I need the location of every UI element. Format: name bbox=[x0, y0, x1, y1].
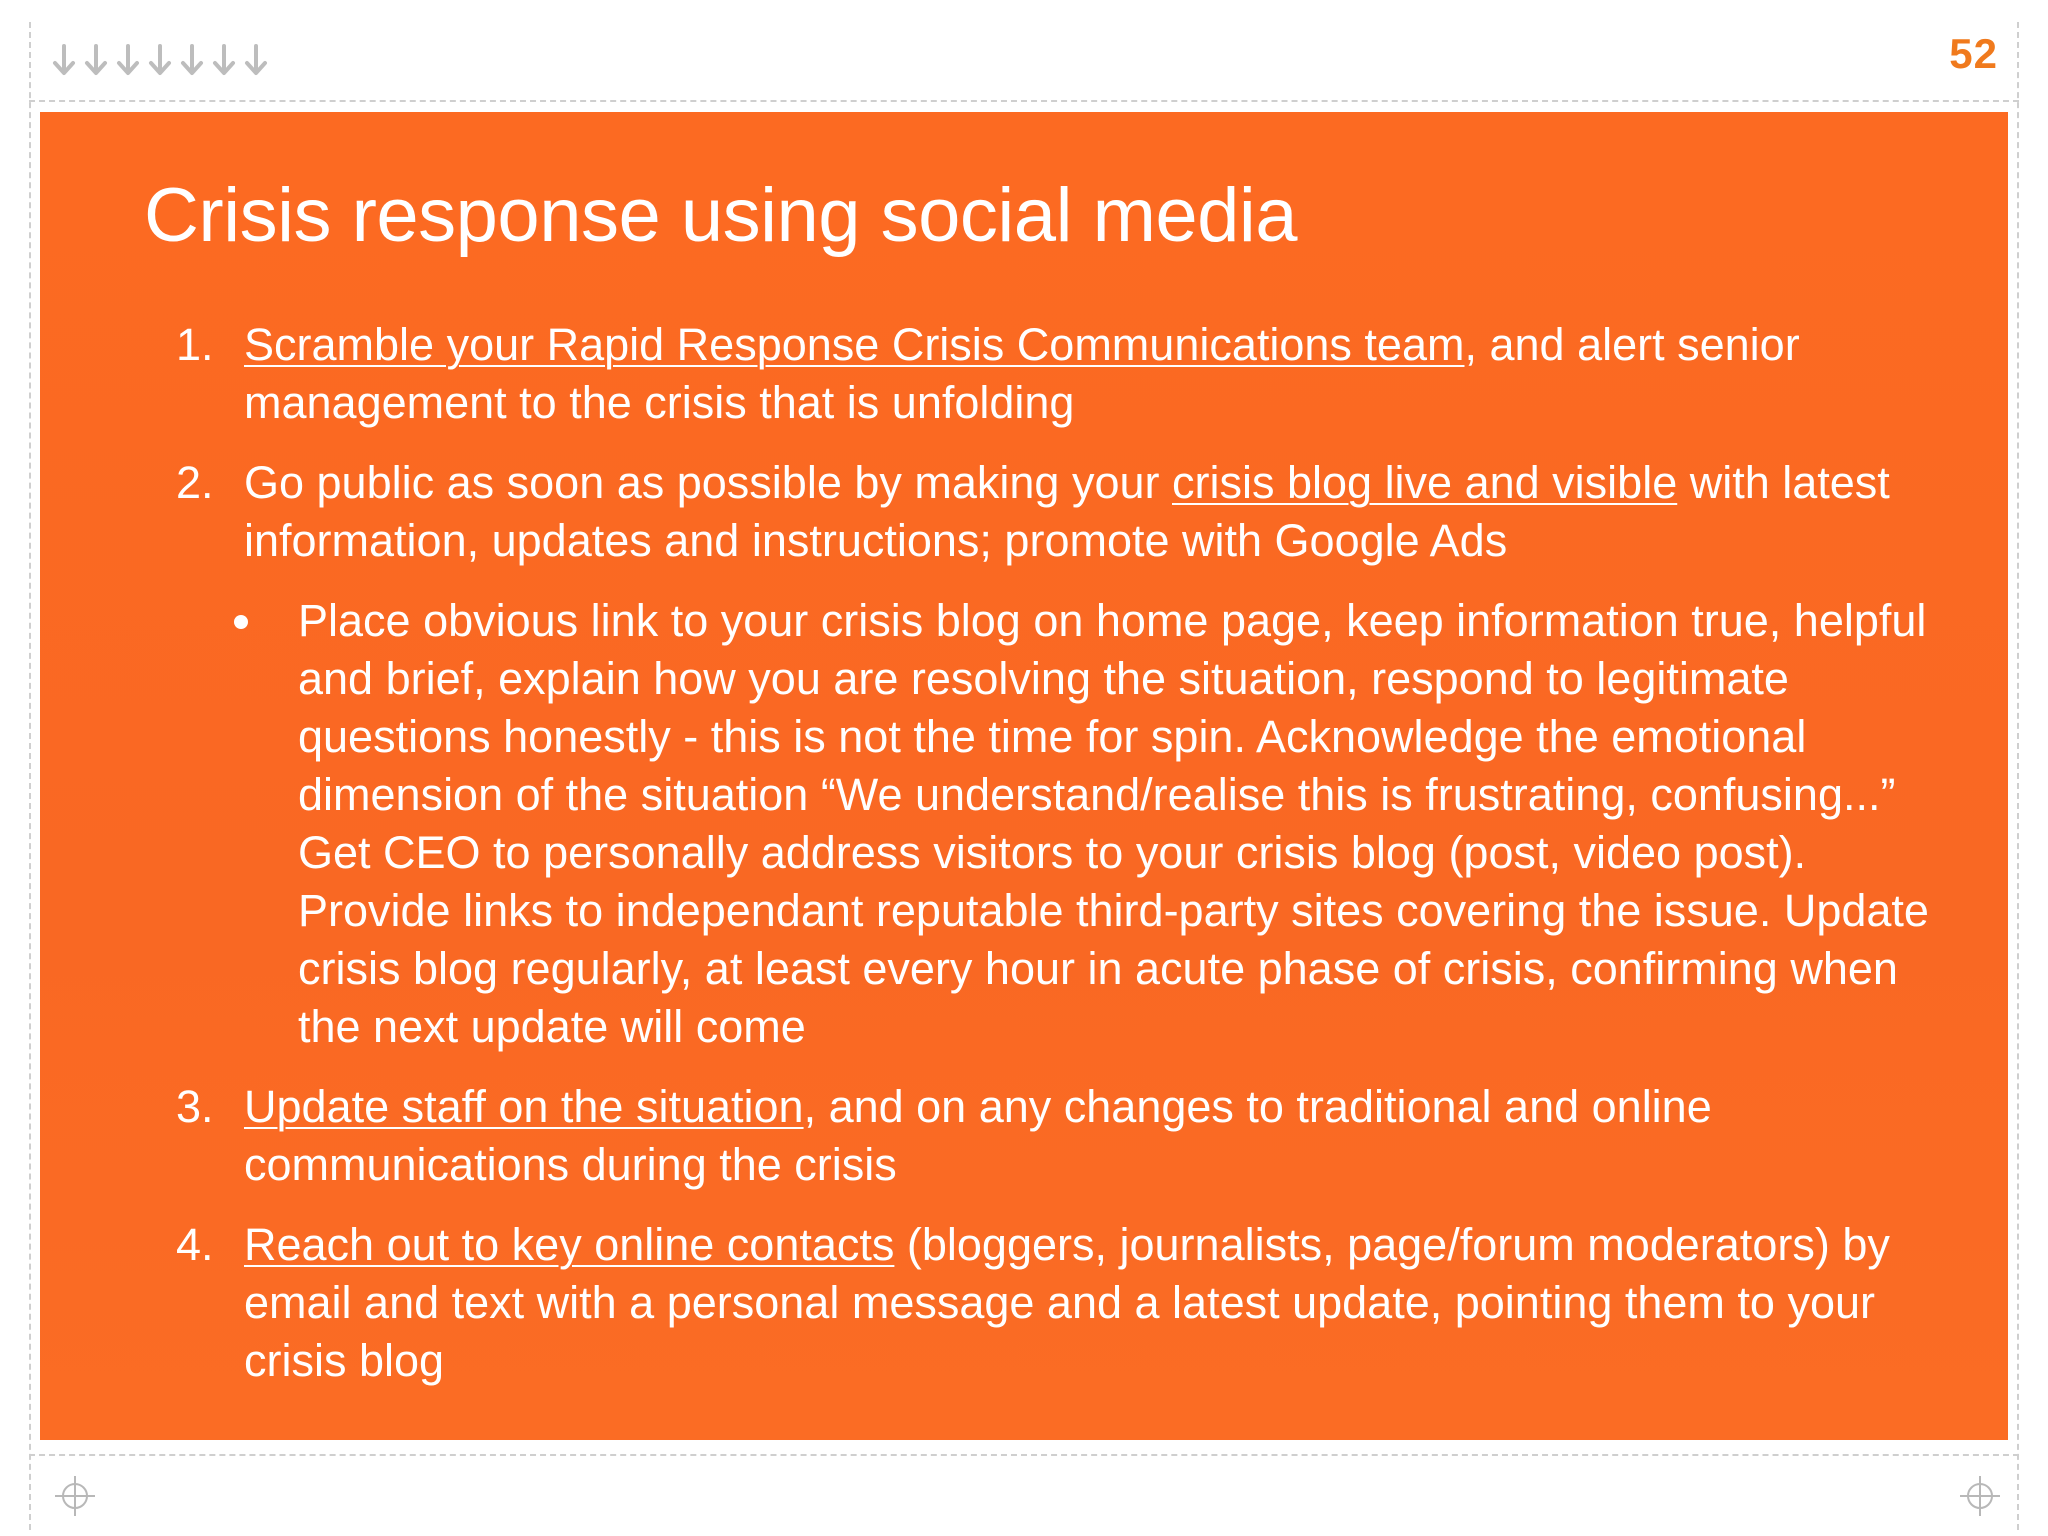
down-arrow-icon bbox=[242, 43, 270, 77]
sub-bullet-item bbox=[136, 592, 1956, 1056]
header-divider bbox=[29, 100, 2019, 102]
down-arrow-icon bbox=[146, 43, 174, 77]
bullet-icon bbox=[234, 615, 248, 629]
sub-bullet-text: Place obvious link to your crisis blog on home page, keep information true, helpful and brief, explain how you are resolving the situation, respond to legitimate questions honestly - this is not the time for spin. Acknowledge the emotional dimension of the situation “We understand/realise this is frustrating, confusing...” Get CEO to personally address visitors to your crisis blog (post, video post). Provide links to independant reputable third-party sites covering the issue. Update crisis blog regularly, at least every hour in acute phase of crisis, confirming when the next update will come bbox=[298, 595, 1929, 1052]
down-arrow-icon bbox=[114, 43, 142, 77]
list-item bbox=[136, 1216, 1956, 1390]
item-link[interactable]: Update staff on the situation bbox=[244, 1081, 804, 1132]
item-link[interactable]: crisis blog live and visible bbox=[1172, 457, 1678, 508]
item-link[interactable]: Scramble your Rapid Response Crisis Communications team bbox=[244, 319, 1465, 370]
item-text: , and alert senior management to the crisis that is unfolding bbox=[244, 319, 1800, 428]
down-arrow-icon bbox=[50, 43, 78, 77]
item-text: Go public as soon as possible by making your bbox=[244, 457, 1172, 508]
list-item bbox=[136, 316, 1956, 432]
item-number: 3. bbox=[176, 1081, 214, 1132]
list-item bbox=[136, 454, 1956, 570]
down-arrow-icon bbox=[210, 43, 238, 77]
crosshair-icon bbox=[53, 1474, 97, 1518]
item-text: (bloggers, journalists, page/forum moderators) by email and text with a personal message and a latest update, pointing them to your crisis blog bbox=[244, 1219, 1890, 1386]
item-text: with latest information, updates and instructions; promote with Google Ads bbox=[244, 457, 1890, 566]
slide-panel bbox=[40, 112, 2008, 1440]
item-number: 1. bbox=[176, 319, 214, 370]
footer-divider bbox=[29, 1454, 2019, 1456]
item-number: 2. bbox=[176, 457, 214, 508]
crosshair-icon bbox=[1958, 1474, 2002, 1518]
down-arrow-icon bbox=[82, 43, 110, 77]
list-item bbox=[136, 1078, 1956, 1194]
item-number: 4. bbox=[176, 1219, 214, 1270]
down-arrow-icon bbox=[178, 43, 206, 77]
item-link[interactable]: Reach out to key online contacts bbox=[244, 1219, 895, 1270]
navigation-arrows bbox=[50, 40, 270, 80]
slide-content bbox=[136, 316, 1956, 1412]
item-text: , and on any changes to traditional and online communications during the crisis bbox=[244, 1081, 1712, 1190]
slide-title: Crisis response using social media bbox=[144, 173, 1298, 258]
page-number: 52 bbox=[1949, 30, 1998, 77]
